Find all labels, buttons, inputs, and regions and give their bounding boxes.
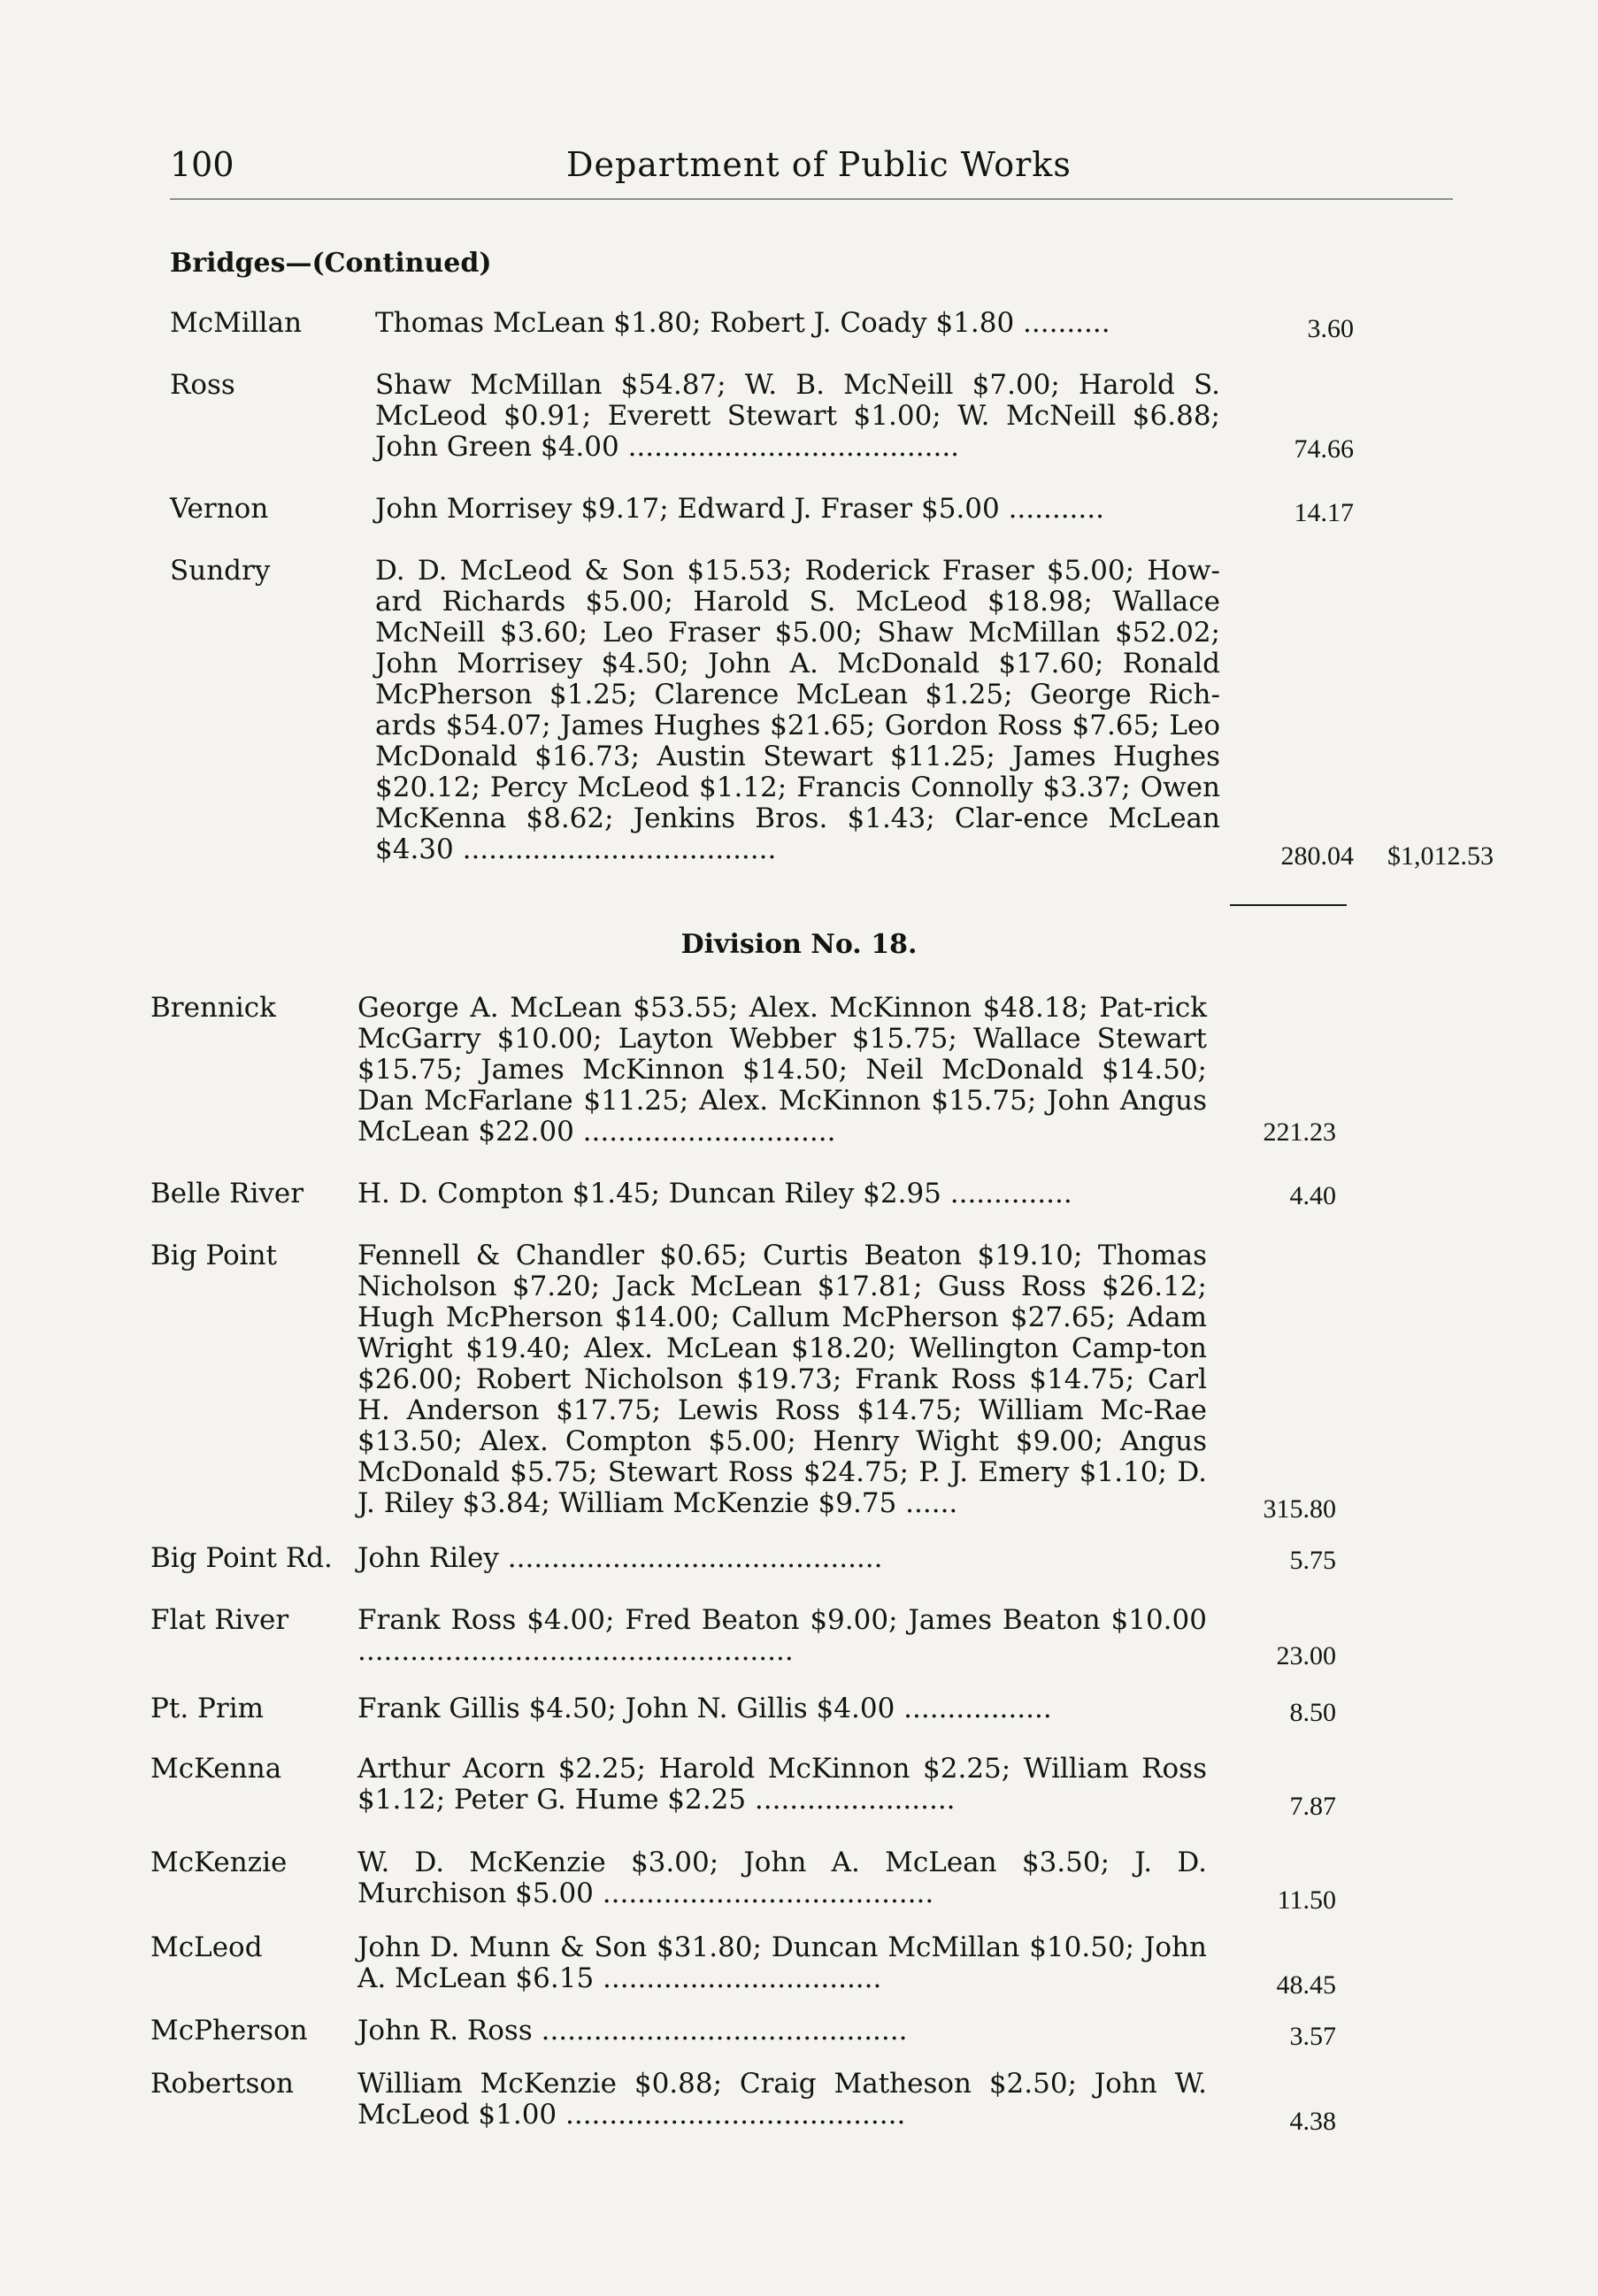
entry-amount: 4.40 [1289, 1181, 1336, 1210]
entry-place: Ross [170, 369, 235, 401]
entry-place: Brennick [150, 992, 276, 1024]
entry-amount: 23.00 [1276, 1641, 1336, 1670]
entry-description: W. D. McKenzie $3.00; John A. McLean $3.50; J. D. Murchison $5.00 ...................................... [357, 1847, 1207, 1909]
entry-amount: 3.60 [1307, 314, 1354, 343]
entry-amount: 5.75 [1289, 1546, 1336, 1575]
entry-description: Shaw McMillan $54.87; W. B. McNeill $7.00; Harold S. McLeod $0.91; Everett Stewart $1.00; W. McNeill $6.88; John Green $4.00 ...................................... [375, 369, 1220, 463]
entry-place: Pt. Prim [150, 1693, 265, 1724]
entry-description: H. D. Compton $1.45; Duncan Riley $2.95 .............. [357, 1178, 1072, 1209]
entry-amount: 4.38 [1289, 2107, 1336, 2136]
entry-amount: 3.57 [1289, 2022, 1336, 2051]
entry-amount: 74.66 [1294, 434, 1354, 464]
entry-description: Arthur Acorn $2.25; Harold McKinnon $2.25; William Ross $1.12; Peter G. Hume $2.25 ....................... [357, 1753, 1207, 1816]
entry-amount: 14.17 [1294, 498, 1354, 527]
entry-place: McKenna [150, 1753, 282, 1785]
entry-place: Sundry [170, 555, 271, 587]
entry-amount: 8.50 [1289, 1698, 1336, 1727]
entry-description: William McKenzie $0.88; Craig Matheson $2.50; John W. McLeod $1.00 ....................................... [357, 2068, 1207, 2131]
entry-description: John R. Ross .......................................... [357, 2015, 908, 2046]
entry-place: Vernon [170, 493, 269, 525]
entry-place: Flat River [150, 1604, 289, 1636]
entry-amount: 315.80 [1263, 1494, 1336, 1524]
entry-place: McMillan [170, 307, 303, 339]
running-head: Department of Public Works [566, 145, 1072, 184]
section-heading: Bridges—(Continued) [170, 248, 492, 279]
entry-amount: 221.23 [1263, 1117, 1336, 1147]
entry-description: Frank Ross $4.00; Fred Beaton $9.00; James Beaton $10.00 .................................................. [357, 1604, 1207, 1667]
entry-description: Fennell & Chandler $0.65; Curtis Beaton $19.10; Thomas Nicholson $7.20; Jack McLean $17.81; Guss Ross $26.12; Hugh McPherson $14.00; Callum McPherson $27.65; Adam Wright $19.40; Alex. McLean $18.20; Wellington Camp-ton $26.00; Robert Nicholson $19.73; Frank Ross $14.75; Carl H. Anderson $17.75; Lewis Ross $14.75; William Mc-Rae $13.50; Alex. Compton $5.00; Henry Wight $9.00; Angus McDonald $5.75; Stewart Ross $24.75; P. J. Emery $1.10; D. J. Riley $3.84; William McKenzie $9.75 ...... [357, 1240, 1207, 1519]
entry-place: Belle River [150, 1178, 304, 1209]
entry-place: Robertson [150, 2068, 295, 2100]
entry-description: George A. McLean $53.55; Alex. McKinnon $48.18; Pat-rick McGarry $10.00; Layton Webber $15.75; Wallace Stewart $15.75; James McKinnon $14.50; Neil McDonald $14.50; Dan McFarlane $11.25; Alex. McKinnon $15.75; John Angus McLean $22.00 ............................. [357, 992, 1207, 1148]
entry-amount: 48.45 [1276, 1970, 1336, 2000]
entry-place: McPherson [150, 2015, 308, 2046]
entry-description: John D. Munn & Son $31.80; Duncan McMillan $10.50; John A. McLean $6.15 ................................ [357, 1931, 1207, 1994]
entry-amount: 280.04 [1280, 841, 1354, 871]
entry-place: Big Point [150, 1240, 277, 1271]
sum-rule [1230, 904, 1347, 906]
entry-description: Frank Gillis $4.50; John N. Gillis $4.00 ................. [357, 1693, 1052, 1724]
entry-amount: 7.87 [1289, 1792, 1336, 1821]
section-total: $1,012.53 [1387, 841, 1494, 871]
entry-place: Big Point Rd. [150, 1542, 333, 1574]
entry-place: McLeod [150, 1931, 263, 1963]
header-rule [170, 198, 1453, 200]
entry-description: John Morrisey $9.17; Edward J. Fraser $5.00 ........... [375, 493, 1104, 525]
entry-description: D. D. McLeod & Son $15.53; Roderick Fraser $5.00; How-ard Richards $5.00; Harold S. McLeod $18.98; Wallace McNeill $3.60; Leo Fraser $5.00; Shaw McMillan $52.02; John Morrisey $4.50; John A. McDonald $17.60; Ronald McPherson $1.25; Clarence McLean $1.25; George Rich-ards $54.07; James Hughes $21.65; Gordon Ross $7.65; Leo McDonald $16.73; Austin Stewart $11.25; James Hughes $20.12; Percy McLeod $1.12; Francis Connolly $3.37; Owen McKenna $8.62; Jenkins Bros. $1.43; Clar-ence McLean $4.30 .................................... [375, 555, 1220, 865]
entry-description: John Riley ........................................... [357, 1542, 883, 1574]
entry-description: Thomas McLean $1.80; Robert J. Coady $1.80 .......... [375, 307, 1110, 339]
page-number: 100 [170, 145, 234, 184]
entry-amount: 11.50 [1277, 1885, 1336, 1915]
entry-place: McKenzie [150, 1847, 288, 1878]
division-heading: Division No. 18. [680, 929, 918, 960]
